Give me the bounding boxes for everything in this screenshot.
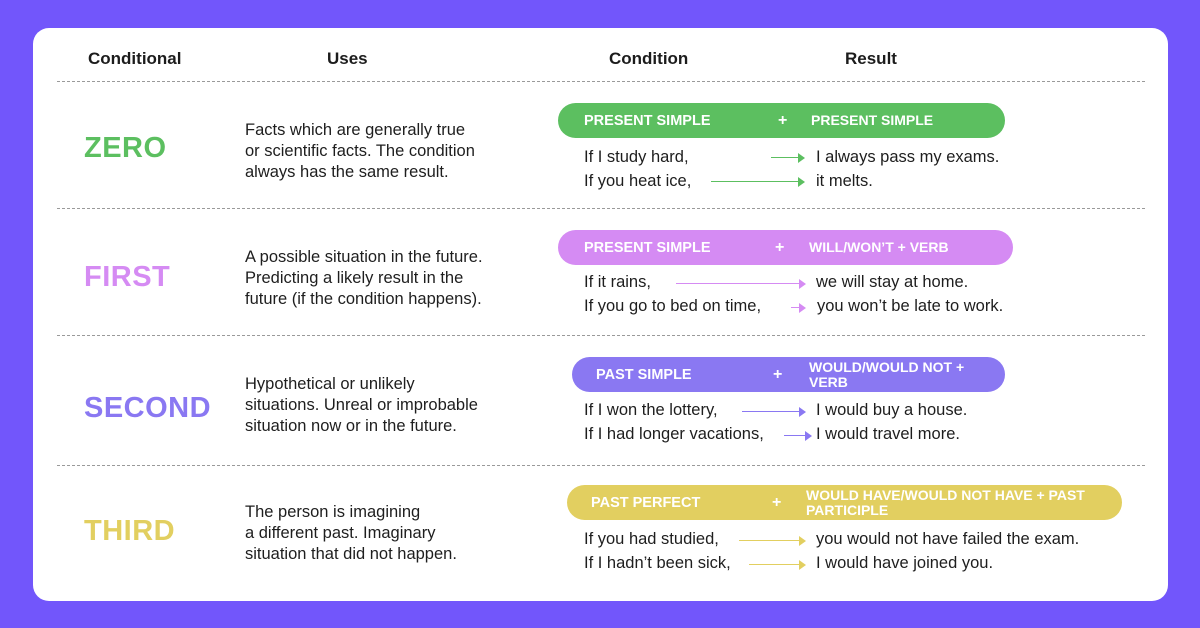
row-second (33, 352, 1168, 482)
conditional-name: THIRD (84, 515, 176, 547)
arrow-icon (791, 303, 806, 313)
example-condition: If I hadn’t been sick, (584, 554, 731, 572)
example-condition: If I study hard, (584, 148, 689, 166)
uses-text: Facts which are generally true or scientific facts. The condition always has the same result. (245, 121, 475, 181)
pill-result: WILL/WON’T + VERB (809, 239, 949, 255)
conditional-name: ZERO (84, 132, 167, 164)
example-result: I always pass my exams. (816, 148, 1000, 166)
example-condition: If I had longer vacations, (584, 425, 764, 443)
uses-text: Hypothetical or unlikely situations. Unreal or improbable situation now or in the future. (245, 375, 478, 435)
example-result: you won’t be late to work. (817, 297, 1004, 315)
pill-result: WOULD/WOULD NOT + VERB (809, 358, 965, 390)
pill-condition: PAST SIMPLE (596, 366, 692, 383)
row-zero (33, 98, 1168, 228)
arrow-icon (784, 431, 812, 441)
example-result: you would not have failed the exam. (816, 530, 1080, 548)
header-condition: Condition (609, 49, 689, 68)
arrow-icon (771, 153, 805, 163)
conditionals-card (33, 28, 1168, 601)
example-result: we will stay at home. (816, 273, 969, 291)
pill-condition: PRESENT SIMPLE (584, 112, 711, 129)
example-result: it melts. (816, 172, 873, 190)
arrow-icon (711, 177, 805, 187)
example-result: I would have joined you. (816, 554, 994, 572)
pill-result: WOULD HAVE/WOULD NOT HAVE + PAST PARTICIPLE (806, 486, 1085, 518)
uses-text: The person is imagining a different past. Imaginary situation that did not happen. (245, 503, 457, 563)
pill-plus: + (772, 493, 782, 511)
structure-pill (567, 485, 1122, 520)
pill-result: PRESENT SIMPLE (811, 112, 934, 128)
example-result: I would buy a house. (816, 401, 968, 419)
conditional-name: FIRST (84, 261, 171, 293)
row-first (33, 225, 1168, 355)
header-uses: Uses (327, 49, 368, 68)
structure-pill (558, 230, 1013, 265)
arrow-icon (749, 560, 806, 570)
uses-text: A possible situation in the future. Predicting a likely result in the future (if the condition happens). (245, 248, 483, 308)
divider (57, 81, 1145, 82)
conditional-name: SECOND (84, 392, 212, 424)
pill-condition: PRESENT SIMPLE (584, 239, 711, 256)
row-third (33, 482, 1168, 601)
pill-plus: + (775, 238, 785, 256)
example-condition: If you go to bed on time, (584, 297, 762, 315)
example-condition: If it rains, (584, 273, 651, 291)
header-conditional: Conditional (88, 49, 182, 68)
pill-plus: + (778, 111, 788, 129)
structure-pill (572, 357, 1005, 392)
arrow-icon (739, 536, 806, 546)
example-condition: If you heat ice, (584, 172, 692, 190)
example-condition: If I won the lottery, (584, 401, 718, 419)
arrow-icon (676, 279, 806, 289)
arrow-icon (742, 407, 806, 417)
example-condition: If you had studied, (584, 530, 719, 548)
example-result: I would travel more. (816, 425, 960, 443)
structure-pill (558, 103, 1005, 138)
pill-condition: PAST PERFECT (591, 494, 701, 511)
pill-plus: + (773, 365, 783, 383)
header-result: Result (845, 49, 897, 68)
